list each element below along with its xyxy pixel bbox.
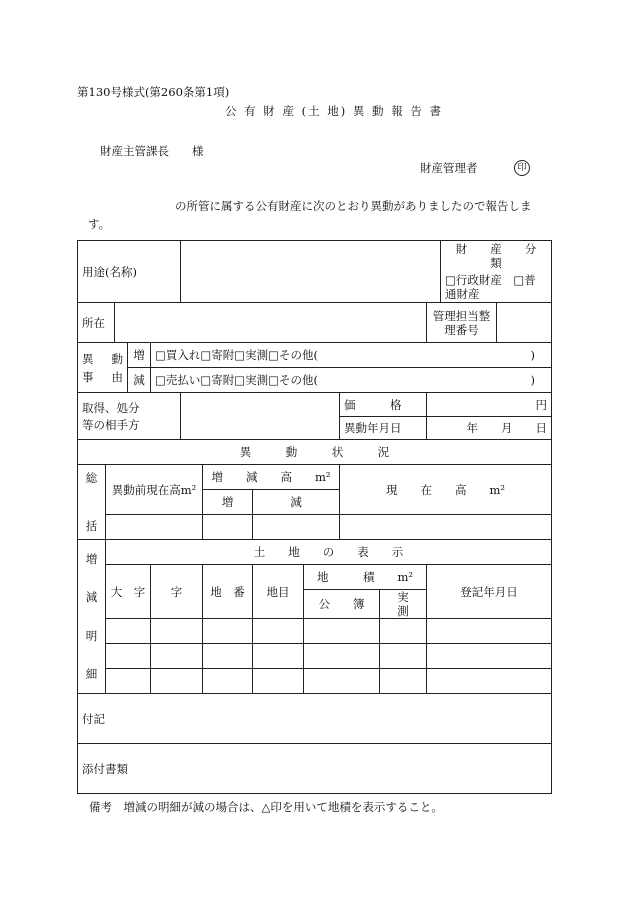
category-options[interactable]: □行政財産 □普通財産 (445, 273, 536, 301)
date-value[interactable]: 年 月 日 (427, 417, 552, 440)
change-inc-value[interactable] (203, 515, 253, 540)
col-registration-date: 登記年月日 (427, 565, 552, 619)
land-display-title: 土 地 の 表 示 (106, 540, 552, 565)
change-dec-label: 減 (253, 490, 340, 515)
attachments-label: 添付書類 (82, 761, 128, 776)
col-area-survey: 実 測 (380, 590, 427, 619)
col-area: 地 積 m² (304, 565, 427, 590)
location-value[interactable] (115, 303, 427, 343)
reason-dec-label: 減 (128, 368, 151, 393)
col-oaza: 大 字 (106, 565, 151, 619)
summary-label: 総 括 (85, 471, 98, 533)
table-row (78, 644, 552, 669)
category-title: 財 産 分 類 (455, 242, 560, 270)
status-title: 異 動 状 況 (78, 440, 552, 465)
date-label: 異動年月日 (340, 417, 427, 440)
remark: 備考 増減の明細が減の場合は、△印を用いて地積を表示すること。 (89, 800, 443, 814)
change-inc-label: 増 (203, 490, 253, 515)
reason-label-cell (78, 343, 128, 393)
report-statement-end: す。 (88, 217, 111, 231)
prev-amount-value[interactable] (106, 515, 203, 540)
table-row (78, 619, 552, 644)
addressee: 財産主管課長 様 (100, 144, 204, 158)
purpose-label: 用途(名称) (78, 241, 181, 303)
detail-label-cell (78, 540, 106, 694)
detail-label: 増 減 明 細 (85, 551, 98, 682)
form-number: 第130号様式(第260条第1項) (77, 85, 230, 99)
page-title: 公 有 財 産 (土 地) 異 動 報 告 書 (225, 104, 444, 118)
purpose-value[interactable] (181, 241, 441, 303)
report-statement: の所管に属する公有財産に次のとおり異動がありましたので報告しま (175, 199, 532, 213)
notes-field[interactable] (78, 694, 552, 744)
col-aza: 字 (151, 565, 203, 619)
seal-mark: 印 (514, 160, 530, 176)
current-amount-label: 現 在 高 m² (340, 465, 552, 515)
summary-label-cell (78, 465, 106, 540)
current-amount-value[interactable] (340, 515, 552, 540)
price-value[interactable]: 円 (427, 393, 552, 417)
notes-label: 付記 (82, 711, 105, 726)
location-label: 所在 (78, 303, 115, 343)
col-area-registry: 公 簿 (304, 590, 380, 619)
col-chiban: 地 番 (203, 565, 253, 619)
mgmt-number-label: 管理担当整理番号 (427, 303, 497, 343)
counterparty-label: 取得、処分 等の相手方 (78, 393, 181, 440)
change-amount-label: 増 減 高 m² (203, 465, 340, 490)
reason-label: 異 動 事 由 (82, 351, 123, 384)
reason-dec-options[interactable]: □売払い□寄附□実測□その他( ) (151, 368, 552, 393)
table-row (78, 669, 552, 694)
report-table (77, 240, 560, 794)
price-label: 価 格 (340, 393, 427, 417)
attachments-field[interactable] (78, 744, 552, 794)
prev-amount-label: 異動前現在高m² (106, 465, 203, 515)
mgmt-number-value[interactable] (497, 303, 552, 343)
col-chimoku: 地目 (253, 565, 304, 619)
category-cell (441, 241, 560, 303)
reporter-label: 財産管理者 (420, 161, 478, 175)
reason-inc-options[interactable]: □買入れ□寄附□実測□その他( ) (151, 343, 552, 368)
change-dec-value[interactable] (253, 515, 340, 540)
counterparty-value[interactable] (181, 393, 340, 440)
reason-inc-label: 増 (128, 343, 151, 368)
